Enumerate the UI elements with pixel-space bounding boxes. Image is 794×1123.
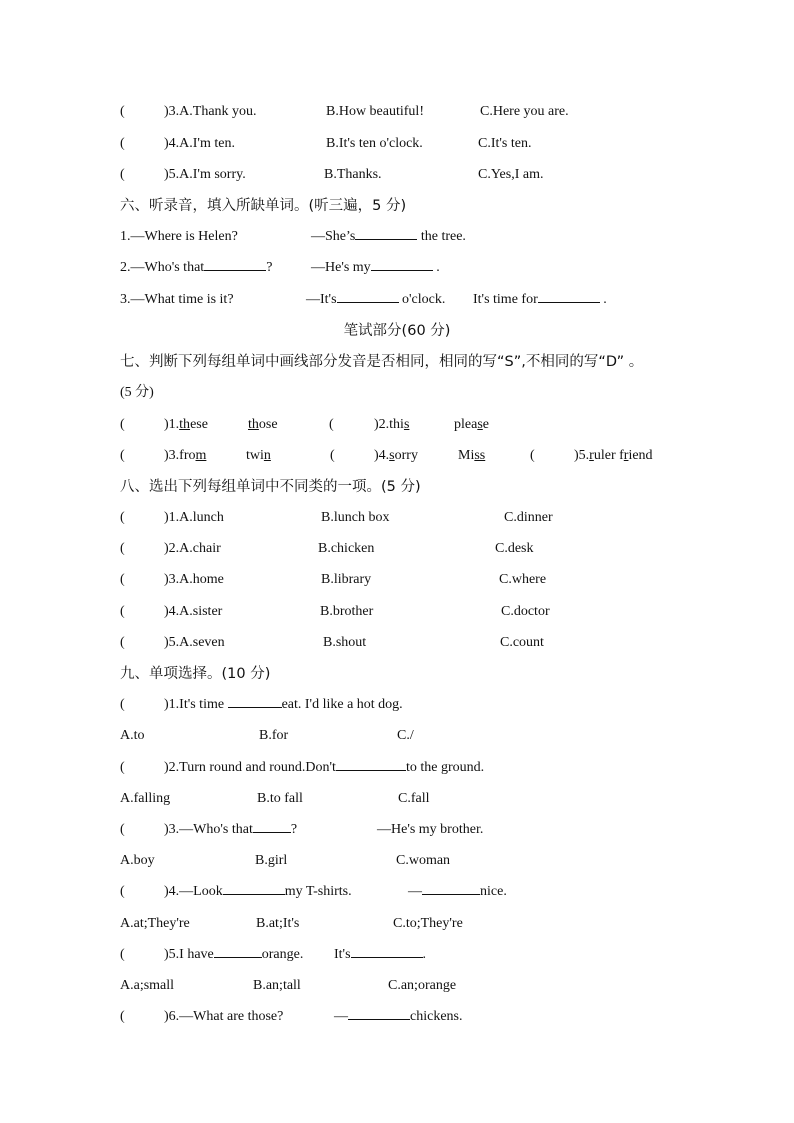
part7-heading: 七、判断下列每组单词中画线部分发音是否相同，相同的写“S”,不相同的写“D” 。	[120, 354, 644, 370]
word-rest: orry	[394, 448, 418, 463]
part9-options-2	[120, 787, 680, 811]
answer-paren[interactable]: (	[120, 884, 125, 899]
answer-text-tail: o'clock.	[398, 292, 446, 307]
part6-question-1	[120, 225, 680, 249]
option-b: B.Thanks.	[324, 167, 382, 182]
underlined-letters: r	[623, 448, 629, 463]
option-b[interactable]: B.girl	[255, 853, 288, 868]
question-option-a: )3.A.Thank you.	[164, 104, 257, 119]
answer-paren[interactable]: (	[120, 572, 125, 587]
option-c: C.It's ten.	[478, 136, 532, 151]
option-b: B.brother	[320, 604, 374, 619]
answer-text: It's	[334, 947, 351, 962]
option-c: C.dinner	[504, 510, 553, 525]
answer-text: —He's my	[311, 260, 371, 275]
part9-options-3	[120, 849, 680, 873]
answer-blank[interactable]	[422, 880, 480, 895]
underlined-letters: r	[589, 448, 594, 463]
part5-question-4	[120, 132, 680, 156]
underlined-letters: s	[477, 417, 483, 432]
question-text-tail: eat. I'd like a hot dog.	[281, 697, 403, 712]
part9-heading: 九、单项选择。(10 分)	[120, 666, 271, 682]
option-b[interactable]: B.an;tall	[253, 978, 301, 993]
answer-paren[interactable]: (	[530, 448, 535, 463]
part6-question-2	[120, 256, 680, 280]
option-a: )5.A.seven	[164, 635, 225, 650]
answer-blank[interactable]	[223, 880, 285, 895]
option-b[interactable]: B.to fall	[257, 791, 303, 806]
option-a[interactable]: A.boy	[120, 853, 155, 868]
answer-blank[interactable]	[336, 756, 406, 771]
option-a: )2.A.chair	[164, 541, 221, 556]
answer-paren[interactable]: (	[120, 635, 125, 650]
part9-question-2	[120, 756, 680, 780]
part7-row-1	[120, 413, 680, 437]
answer-paren[interactable]: (	[120, 104, 125, 119]
part6-heading: 六、听录音，填入所缺单词。(听三遍，5 分)	[120, 198, 407, 214]
part5-question-5	[120, 163, 680, 187]
question-number: )3.fro	[164, 448, 196, 463]
underlined-letters: m	[195, 448, 207, 463]
question-text-tail: ?	[266, 260, 273, 275]
answer-paren[interactable]: (	[120, 822, 125, 837]
underlined-letters: n	[263, 448, 271, 463]
word-rest: ose	[258, 417, 278, 432]
answer-paren[interactable]: (	[120, 760, 125, 775]
answer-text: —She’s	[311, 229, 356, 244]
option-a: )4.A.sister	[164, 604, 223, 619]
option-a[interactable]: A.to	[120, 728, 145, 743]
option-c[interactable]: C./	[397, 728, 414, 743]
part7-row-2	[120, 444, 700, 468]
option-c: C.Yes,I am.	[478, 167, 544, 182]
question-text: 2.—Who's that	[120, 260, 205, 275]
question-text: )3.—Who's that	[164, 822, 253, 837]
question-text: )4.—Look	[164, 884, 223, 899]
answer-text-tail: .	[599, 292, 607, 307]
written-section-title: 笔试部分(60 分)	[343, 323, 451, 339]
question-text: )2.Turn round and round.Don't	[164, 760, 336, 775]
answer-text: —He's my brother.	[377, 822, 484, 837]
question-text-tail: orange.	[261, 947, 304, 962]
question-number: )2.thi	[374, 417, 404, 432]
part5-question-3	[120, 100, 680, 124]
answer-blank[interactable]	[337, 288, 399, 303]
word-rest: ese	[190, 417, 208, 432]
answer-paren[interactable]: (	[120, 541, 125, 556]
underlined-letters: ss	[474, 448, 486, 463]
option-a[interactable]: A.a;small	[120, 978, 175, 993]
answer-paren[interactable]: (	[330, 448, 335, 463]
answer-text-tail: .	[422, 947, 427, 962]
part9-question-5	[120, 943, 680, 967]
answer-paren[interactable]: (	[120, 947, 125, 962]
part9-options-1	[120, 724, 680, 748]
question-option-a: )5.A.I'm sorry.	[164, 167, 246, 182]
option-c: C.desk	[495, 541, 534, 556]
word-start: Mi	[458, 448, 475, 463]
underlined-letters: s	[403, 417, 410, 432]
underlined-letters: s	[389, 448, 395, 463]
question-text: )6.—What are those?	[164, 1009, 284, 1024]
part9-question-4	[120, 880, 680, 904]
option-c[interactable]: C.an;orange	[388, 978, 457, 993]
answer-paren[interactable]: (	[120, 136, 125, 151]
answer-paren[interactable]: (	[120, 448, 125, 463]
question-number: )1.	[164, 417, 180, 432]
answer-paren[interactable]: (	[120, 697, 125, 712]
part9-question-3	[120, 818, 680, 842]
word-start: twi	[246, 448, 264, 463]
part9-options-5	[120, 974, 680, 998]
part6-question-3	[120, 288, 680, 312]
answer-blank[interactable]	[204, 256, 266, 271]
option-c[interactable]: C.fall	[398, 791, 430, 806]
option-b[interactable]: B.for	[259, 728, 289, 743]
part8-item	[120, 568, 680, 592]
answer-paren[interactable]: (	[329, 417, 334, 432]
part8-item	[120, 506, 680, 530]
part8-item	[120, 537, 680, 561]
answer-text-tail: the tree.	[417, 229, 466, 244]
option-a: )1.A.lunch	[164, 510, 224, 525]
option-c: C.Here you are.	[480, 104, 569, 119]
part9-question-6	[120, 1005, 680, 1029]
question-text: )1.It's time	[164, 697, 225, 712]
answer-paren[interactable]: (	[120, 1009, 125, 1024]
word-rest: e	[482, 417, 489, 432]
question-text-tail: ?	[290, 822, 298, 837]
answer-blank[interactable]	[228, 693, 282, 708]
answer-text: —	[334, 1009, 348, 1024]
part9-options-4	[120, 912, 680, 936]
answer-paren[interactable]: (	[120, 417, 125, 432]
part8-item	[120, 600, 680, 624]
answer-paren[interactable]: (	[120, 167, 125, 182]
option-b: B.How beautiful!	[326, 104, 424, 119]
option-c: C.where	[499, 572, 547, 587]
answer-blank[interactable]	[355, 225, 417, 240]
answer-blank[interactable]	[538, 288, 600, 303]
question-text: )5.I have	[164, 947, 214, 962]
option-c[interactable]: C.woman	[396, 853, 451, 868]
option-b[interactable]: B.at;It's	[256, 916, 300, 931]
answer-blank[interactable]	[214, 943, 262, 958]
option-c: C.count	[500, 635, 544, 650]
word-rest: uler f	[593, 448, 624, 463]
question-text: 3.—What time is it?	[120, 292, 234, 307]
word-rest: iend	[628, 448, 653, 463]
answer-blank[interactable]	[253, 818, 291, 833]
answer-blank[interactable]	[351, 943, 423, 958]
option-b: B.lunch box	[321, 510, 390, 525]
answer-text-tail: chickens.	[410, 1009, 463, 1024]
answer-text-tail: .	[432, 260, 440, 275]
option-a[interactable]: A.falling	[120, 791, 171, 806]
underlined-letters: th	[179, 417, 191, 432]
question-number: )4.	[374, 448, 390, 463]
question-text-tail: my T-shirts.	[284, 884, 352, 899]
part8-item	[120, 631, 680, 655]
answer-text: —It's	[306, 292, 337, 307]
option-c: C.doctor	[501, 604, 550, 619]
question-text-tail: to the ground.	[405, 760, 485, 775]
question-text: 1.—Where is Helen?	[120, 229, 238, 244]
word-start: plea	[454, 417, 478, 432]
answer-blank[interactable]	[371, 256, 433, 271]
answer-text: —	[408, 884, 422, 899]
answer-paren[interactable]: (	[120, 510, 125, 525]
part7-heading-score: (5 分)	[120, 385, 154, 400]
answer-text-tail: nice.	[480, 884, 507, 899]
option-b: B.chicken	[318, 541, 375, 556]
part8-heading: 八、选出下列每组单词中不同类的一项。(5 分)	[120, 479, 421, 495]
option-b: B.shout	[323, 635, 367, 650]
option-b: B.library	[321, 572, 372, 587]
option-a[interactable]: A.at;They're	[120, 916, 190, 931]
answer-blank[interactable]	[348, 1005, 410, 1020]
part9-question-1	[120, 693, 680, 717]
question-number: )5.	[574, 448, 590, 463]
option-c[interactable]: C.to;They're	[393, 916, 463, 931]
option-b: B.It's ten o'clock.	[326, 136, 423, 151]
question-option-a: )4.A.I'm ten.	[164, 136, 235, 151]
underlined-letters: th	[248, 417, 259, 432]
option-a: )3.A.home	[164, 572, 224, 587]
answer-text: It's time for	[473, 292, 538, 307]
answer-paren[interactable]: (	[120, 604, 125, 619]
